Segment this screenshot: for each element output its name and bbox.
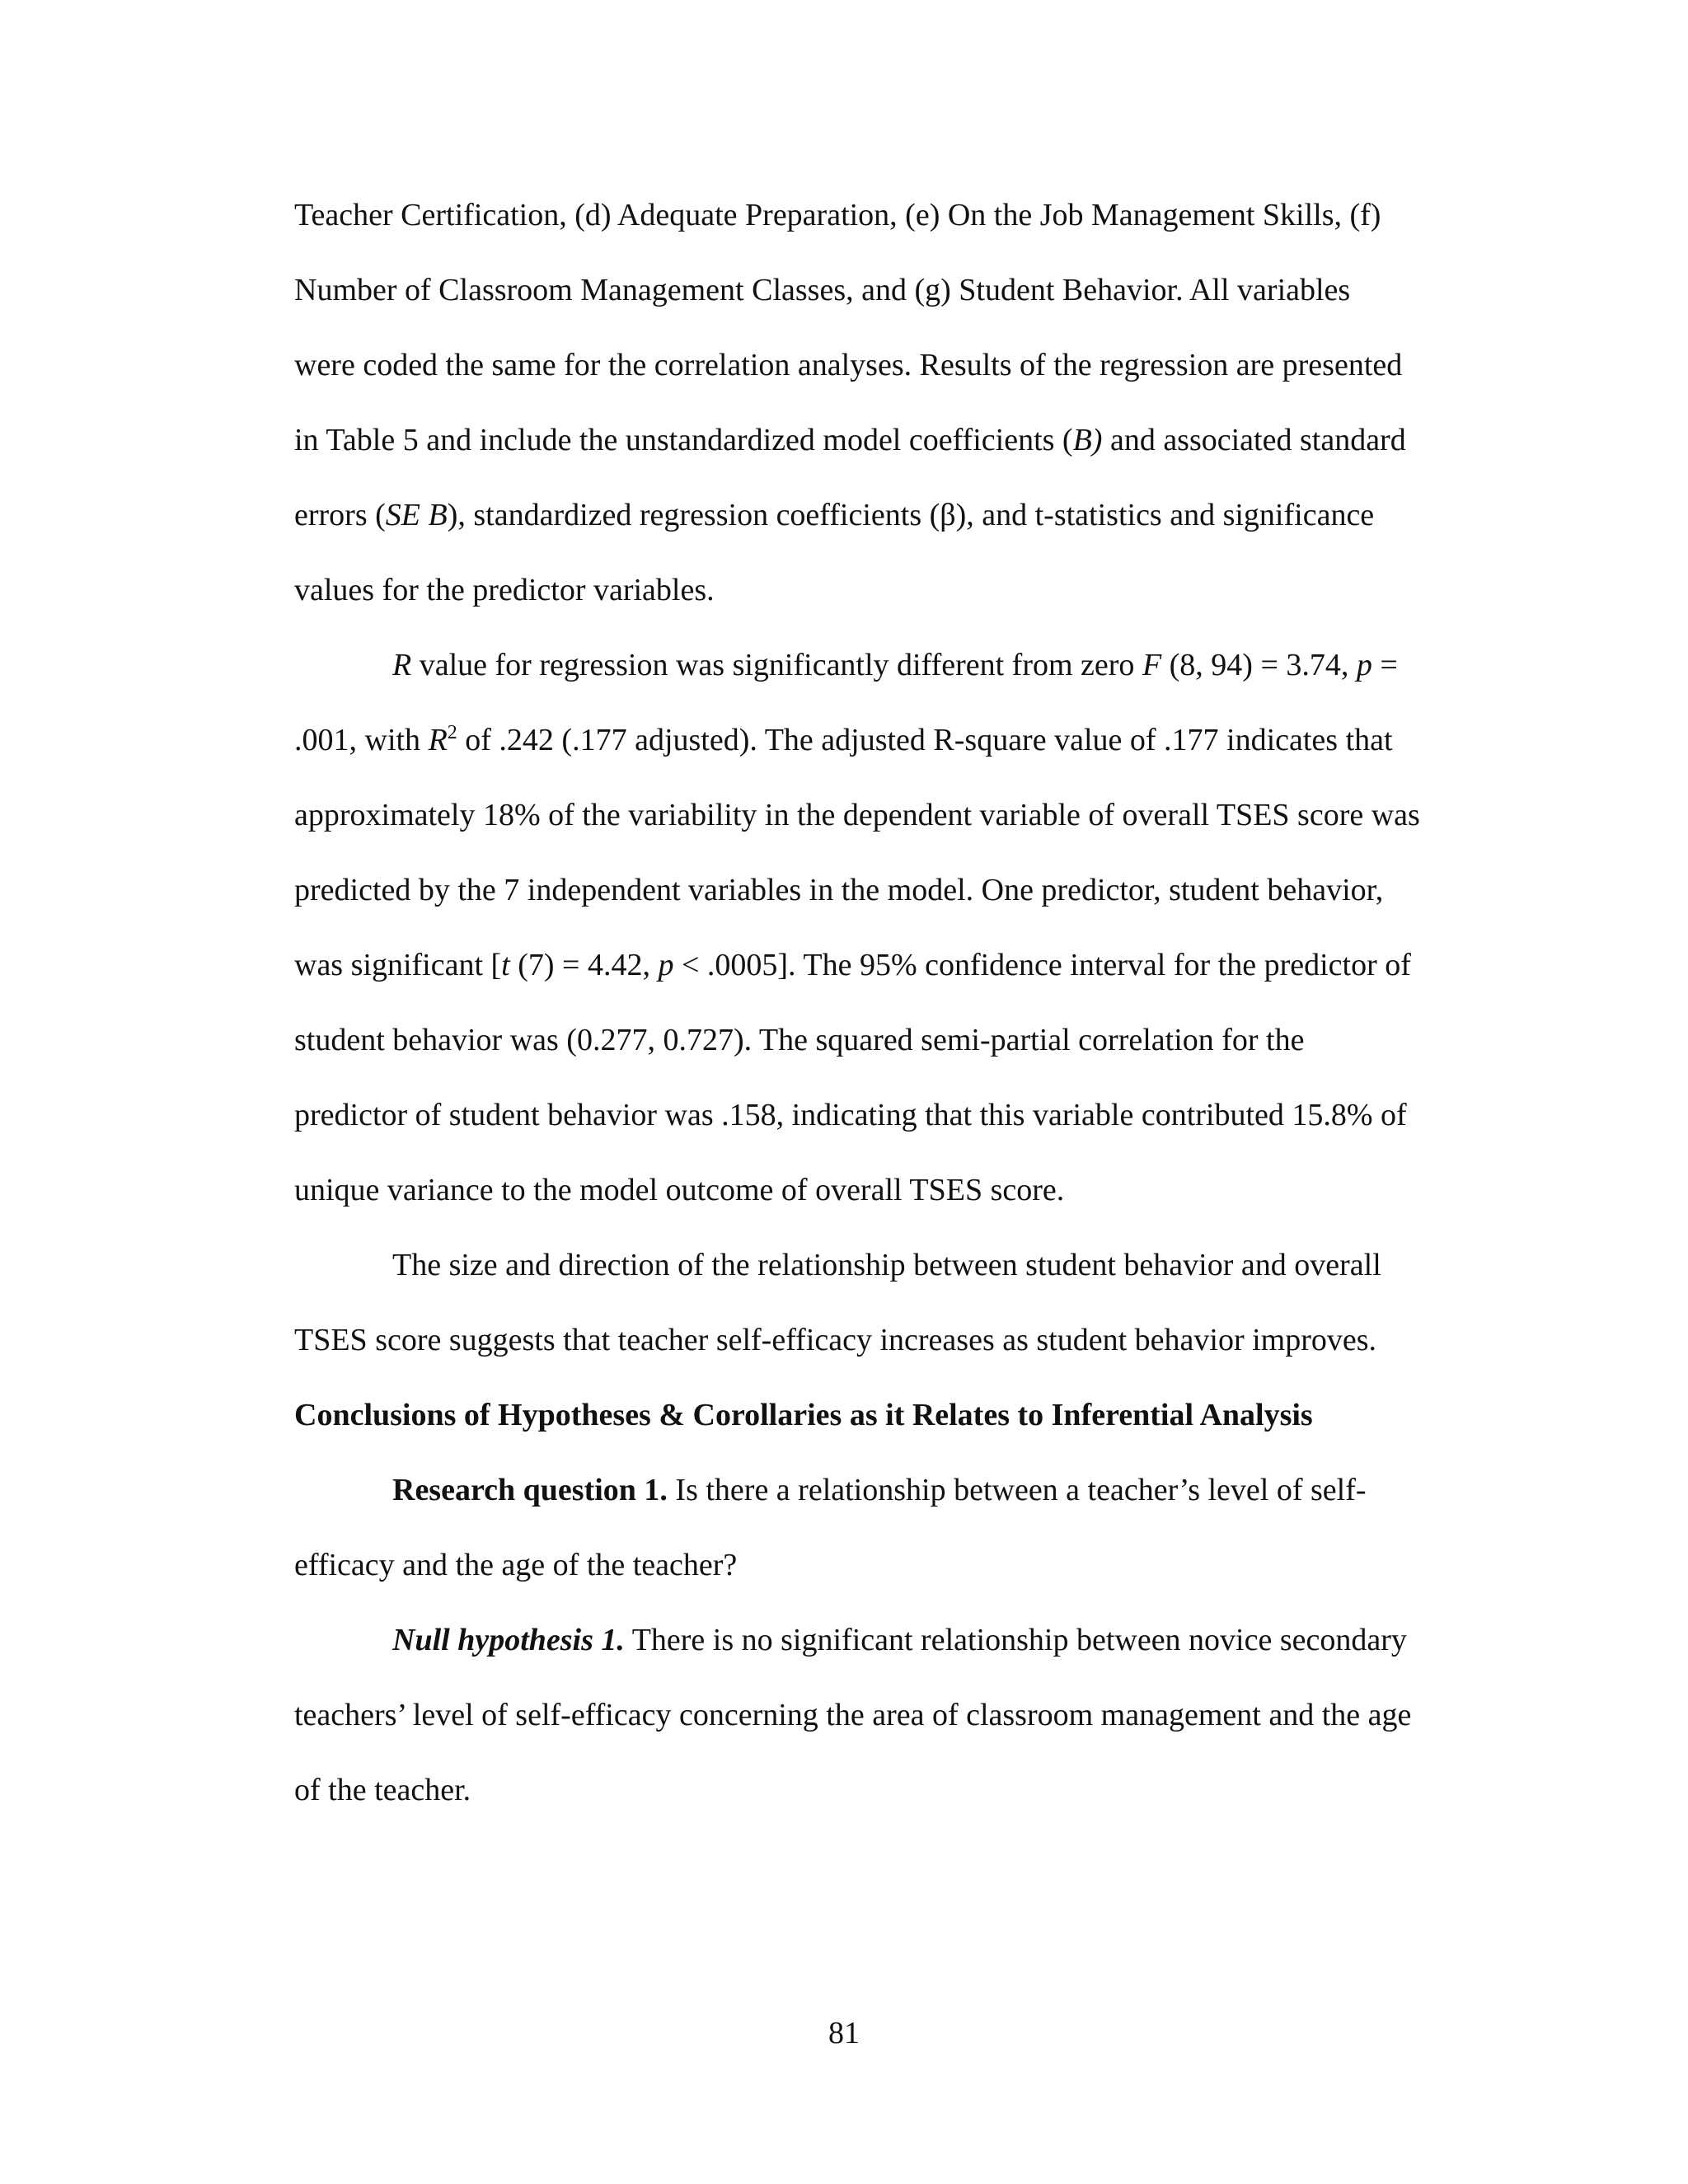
italic-symbol-t: t — [501, 948, 510, 982]
text: predicted by the 7 independent variables in the model. One predictor, student behavior, — [294, 873, 1384, 907]
paragraph2-line8 — [294, 1171, 1064, 1209]
italic-symbol-f: F — [1142, 648, 1162, 682]
paragraph2-line4 — [294, 871, 1383, 909]
text: in Table 5 and include the unstandardized model coefficients ( — [294, 423, 1073, 457]
paragraph3-line2 — [294, 1321, 1376, 1359]
paragraph1-line3 — [294, 346, 1402, 384]
text: teachers’ level of self-efficacy concerning the area of classroom management and the age — [294, 1698, 1412, 1732]
text: approximately 18% of the variability in the dependent variable of overall TSES score was — [294, 798, 1420, 832]
text: student behavior was (0.277, 0.727). The squared semi-partial correlation for the — [294, 1023, 1305, 1057]
italic-symbol-p: p — [1356, 648, 1372, 682]
text: values for the predictor variables. — [294, 573, 715, 607]
text: The size and direction of the relationship between student behavior and overall — [392, 1248, 1381, 1282]
text: .001, with — [294, 723, 429, 757]
text: Number of Classroom Management Classes, and (g) Student Behavior. All variables — [294, 273, 1351, 307]
research-question-line1 — [392, 1471, 1367, 1509]
text: were coded the same for the correlation analyses. Results of the regression are presented — [294, 348, 1403, 382]
paragraph1-line1 — [294, 196, 1381, 234]
paragraph1-line2 — [294, 271, 1350, 309]
text: TSES score suggests that teacher self-efficacy increases as student behavior improves. — [294, 1323, 1377, 1357]
section-heading: Conclusions of Hypotheses & Corollaries as it Relates to Inferential Analysis — [294, 1398, 1313, 1432]
text: Is there a relationship between a teacher’s level of self- — [667, 1473, 1367, 1507]
paragraph1-line6 — [294, 571, 715, 609]
text: of .242 (.177 adjusted). The adjusted R-square value of .177 indicates that — [457, 723, 1393, 757]
text: value for regression was significantly different from zero — [411, 648, 1142, 682]
paragraph1-line5 — [294, 496, 1374, 534]
text: was significant [ — [294, 948, 502, 982]
null-hypothesis-line2 — [294, 1696, 1411, 1734]
superscript: 2 — [447, 722, 457, 743]
italic-symbol-b: B) — [1072, 423, 1103, 457]
italic-symbol-p: p — [658, 948, 674, 982]
paragraph1-line4 — [294, 421, 1406, 459]
text: errors ( — [294, 498, 386, 532]
text: Teacher Certification, (d) Adequate Preparation, (e) On the Job Management Skills, (f) — [294, 198, 1381, 232]
italic-symbol-r: R — [392, 648, 412, 682]
research-question-line2 — [294, 1546, 737, 1584]
null-hypothesis-line1 — [392, 1621, 1407, 1659]
paragraph2-line5 — [294, 946, 1411, 984]
text: and associated standard — [1102, 423, 1406, 457]
italic-symbol-r: R — [428, 723, 448, 757]
null-hypothesis-label: Null hypothesis 1. — [392, 1623, 625, 1657]
text: efficacy and the age of the teacher? — [294, 1548, 738, 1582]
paragraph2-line1 — [392, 646, 1398, 684]
text: ), standardized regression coefficients (β), and t-statistics and significance — [447, 498, 1375, 532]
null-hypothesis-line3 — [294, 1771, 471, 1809]
text: There is no significant relationship between novice secondary — [624, 1623, 1407, 1657]
paragraph3-line1 — [392, 1246, 1381, 1284]
paragraph2-line7 — [294, 1096, 1407, 1134]
text: unique variance to the model outcome of overall TSES score. — [294, 1173, 1065, 1207]
text: of the teacher. — [294, 1773, 471, 1807]
text: (8, 94) = 3.74, — [1161, 648, 1357, 682]
text: = — [1372, 648, 1398, 682]
page-number: 81 — [828, 2016, 860, 2050]
italic-symbol-se-b: SE B — [385, 498, 448, 532]
text: predictor of student behavior was .158, indicating that this variable contributed 15.8% of — [294, 1098, 1407, 1132]
paragraph2-line2 — [294, 721, 1393, 759]
research-question-label: Research question 1. — [392, 1473, 668, 1507]
paragraph2-line3 — [294, 796, 1420, 834]
text: < .0005]. The 95% confidence interval for the predictor of — [673, 948, 1411, 982]
text: (7) = 4.42, — [509, 948, 659, 982]
paragraph2-line6 — [294, 1021, 1304, 1059]
